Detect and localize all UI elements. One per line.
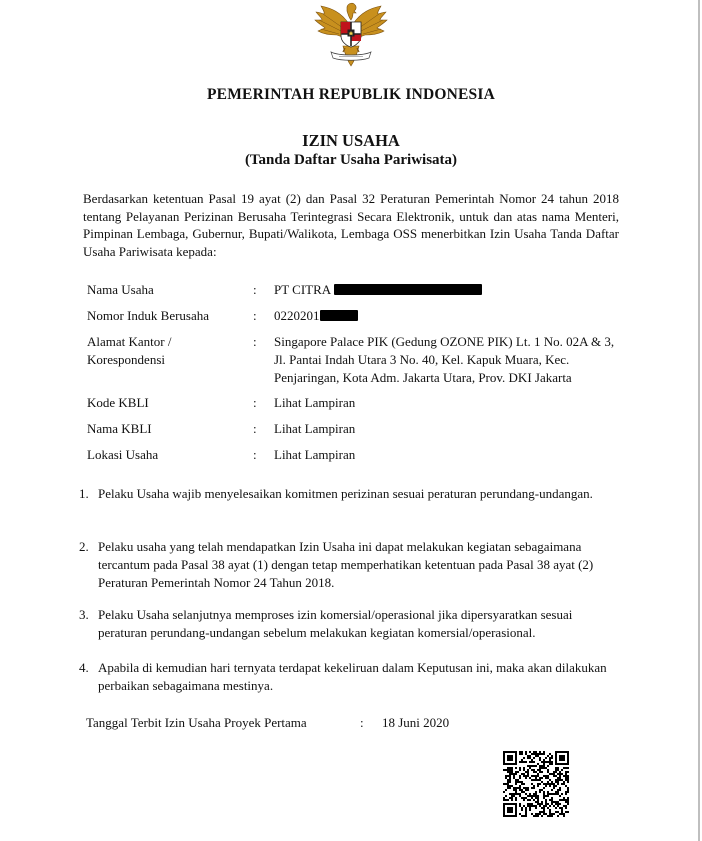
intro-paragraph: Berdasarkan ketentuan Pasal 19 ayat (2) dan Pasal 32 Peraturan Pemerintah Nomor 24 tahun 2018 tentang Pelayanan Perizinan Berusaha Terintegrasi Secara Elektronik, untuk dan atas nama Menteri, Pimpinan Lembaga, Gubernur, Bupati/Walikota, Lembaga OSS menerbitkan Izin Usaha Tanda Daftar Usaha Pariwisata kepada: bbox=[83, 191, 619, 259]
list-item-text: Apabila di kemudian hari ternyata terdapat kekeliruan dalam Keputusan ini, maka akan dilakukan perbaikan sebagaimana mestinya. bbox=[98, 660, 607, 693]
field-colon: : bbox=[253, 282, 257, 297]
field-colon: : bbox=[253, 421, 257, 436]
field-label: Nomor Induk Berusaha bbox=[87, 308, 210, 323]
field-value bbox=[274, 307, 619, 325]
field-label-line-2: Korespondensi bbox=[87, 352, 165, 367]
field-label-line-1: Alamat Kantor / bbox=[87, 334, 172, 349]
list-item-text: Pelaku Usaha wajib menyelesaikan komitmen perizinan sesuai peraturan perundang-undangan. bbox=[98, 486, 593, 501]
nib-text: 0220201 bbox=[274, 308, 320, 323]
list-item-number: 2. bbox=[79, 539, 89, 554]
list-item-number: 1. bbox=[79, 486, 89, 501]
field-label: Lokasi Usaha bbox=[87, 447, 159, 462]
redaction-bar bbox=[334, 284, 482, 295]
field-colon: : bbox=[253, 308, 257, 323]
document-subtitle: (Tanda Daftar Usaha Pariwisata) bbox=[244, 152, 458, 168]
issue-date-colon: : bbox=[360, 715, 364, 730]
list-item-text: Pelaku usaha yang telah mendapatkan Izin Usaha ini dapat melakukan kegiatan sebagaimana tercantum pada Pasal 38 ayat (1) dengan tetap memperhatikan ketentuan pada Pasal 38 ayat (2) Peraturan Pemerintah Nomor 24 Tahun 2018. bbox=[98, 539, 594, 590]
field-value: Lihat Lampiran bbox=[274, 447, 356, 462]
page-edge bbox=[698, 0, 700, 841]
field-label bbox=[87, 333, 237, 369]
government-heading: PEMERINTAH REPUBLIK INDONESIA bbox=[207, 86, 495, 103]
document-title: IZIN USAHA bbox=[302, 131, 400, 150]
issue-date-label: Tanggal Terbit Izin Usaha Proyek Pertama bbox=[86, 715, 307, 730]
field-label: Nama Usaha bbox=[87, 282, 154, 297]
field-value: Lihat Lampiran bbox=[274, 395, 356, 410]
list-item-number: 4. bbox=[79, 660, 89, 675]
field-colon: : bbox=[253, 395, 257, 410]
field-value: Singapore Palace PIK (Gedung OZONE PIK) Lt. 1 No. 02A & 3, Jl. Pantai Indah Utara 3 No. 40, Kel. Kapuk Muara, Kec. Penjaringan, Kota Adm. Jakarta Utara, Prov. DKI Jakarta bbox=[274, 334, 615, 385]
field-colon: : bbox=[253, 447, 257, 462]
nama-usaha-text: PT CITRA bbox=[274, 282, 331, 297]
field-label: Kode KBLI bbox=[87, 395, 149, 410]
garuda-emblem-icon bbox=[313, 2, 389, 68]
redaction-bar bbox=[320, 310, 358, 321]
list-item-number: 3. bbox=[79, 607, 89, 622]
field-value: Lihat Lampiran bbox=[274, 421, 356, 436]
list-item-text: Pelaku Usaha selanjutnya memproses izin komersial/operasional jika dipersyaratkan sesuai peraturan perundang-undangan sebelum melakukan kegiatan komersial/operasional. bbox=[98, 607, 573, 640]
field-value bbox=[274, 281, 619, 299]
field-label: Nama KBLI bbox=[87, 421, 152, 436]
qr-code-icon bbox=[503, 751, 569, 817]
issue-date-value: 18 Juni 2020 bbox=[382, 715, 450, 730]
field-colon: : bbox=[253, 334, 257, 349]
